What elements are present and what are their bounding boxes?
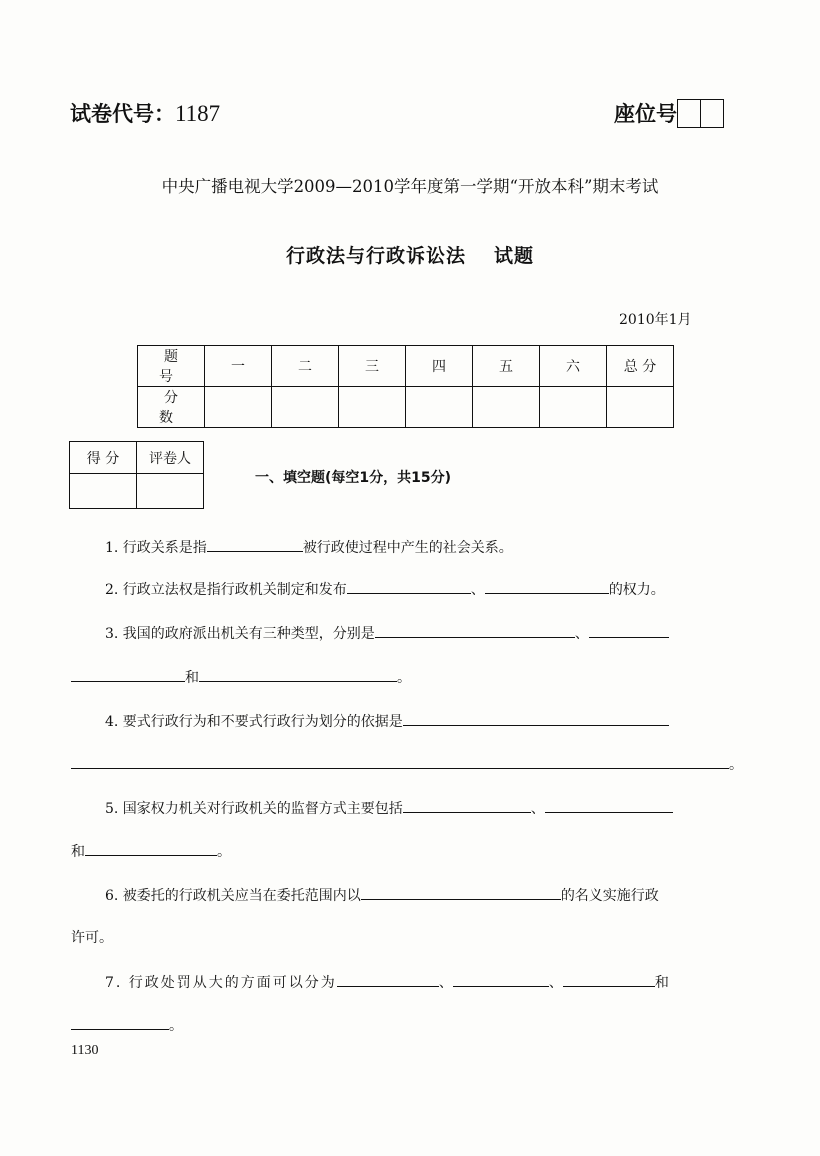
q7-blank-1[interactable] (337, 971, 439, 987)
q3-blank-3[interactable] (199, 666, 397, 682)
question-3 (105, 622, 669, 644)
q5-text-a: 5. 国家权力机关对行政机关的监督方式主要包括 (105, 801, 403, 817)
question-3-cont (71, 666, 411, 688)
q7-blank-2[interactable] (453, 971, 549, 987)
q5-and: 和 (71, 844, 85, 860)
column-3: 三 (339, 346, 406, 387)
score-table-header-row (138, 346, 674, 387)
page-title (0, 241, 820, 268)
question-7 (105, 971, 669, 993)
seat-box-2[interactable] (701, 99, 724, 128)
q7-and: 和 (654, 975, 669, 991)
q7-sep-2: 、 (548, 975, 563, 991)
exam-date: 2010年1月 (619, 312, 692, 328)
question-7-cont (71, 1014, 183, 1036)
q3-blank-2b[interactable] (71, 666, 185, 682)
column-total: 总 分 (607, 346, 674, 387)
q7-sep-1: 、 (438, 975, 453, 991)
q4-text-a: 4. 要式行政行为和不要式行政行为划分的依据是 (105, 714, 403, 730)
q3-sep: 、 (574, 626, 589, 642)
q3-and: 和 (185, 670, 199, 686)
question-1 (105, 536, 513, 558)
score-cell-4[interactable] (406, 387, 473, 428)
q7-blank-4[interactable] (71, 1014, 169, 1030)
q1-blank[interactable] (207, 536, 303, 552)
q1-text-a: 1. 行政关系是指 (105, 540, 207, 556)
score-cell-5[interactable] (473, 387, 540, 428)
question-4 (105, 710, 669, 732)
score-cell-6[interactable] (540, 387, 607, 428)
q3-blank-2[interactable] (589, 622, 669, 638)
score-table (137, 345, 674, 428)
exam-code (70, 98, 220, 128)
exam-code-label: 试卷代号： (70, 102, 175, 126)
question-5-cont (71, 840, 231, 862)
q3-blank-1[interactable] (375, 622, 575, 638)
q5-sep: 、 (530, 801, 545, 817)
q4-blank-2[interactable] (71, 753, 729, 769)
column-4: 四 (406, 346, 473, 387)
grader-table (69, 441, 204, 509)
column-6: 六 (540, 346, 607, 387)
seat-box-1[interactable] (677, 99, 701, 128)
q2-blank-1[interactable] (347, 578, 471, 594)
q5-blank-3[interactable] (85, 840, 217, 856)
q5-end: 。 (217, 844, 231, 860)
column-2: 二 (272, 346, 339, 387)
question-5 (105, 797, 673, 819)
q6-text-b: 的名义实施行政 (560, 888, 659, 904)
grader-score-label: 得 分 (70, 442, 137, 474)
score-cell-3[interactable] (339, 387, 406, 428)
q6-blank[interactable] (361, 884, 561, 900)
column-5: 五 (473, 346, 540, 387)
grader-score-cell[interactable] (70, 474, 137, 509)
q2-text-b: 的权力。 (608, 582, 665, 598)
title-subject: 行政法与行政诉讼法 (285, 245, 466, 267)
q3-end: 。 (397, 670, 411, 686)
question-2 (105, 578, 665, 600)
grader-label: 评卷人 (137, 442, 204, 474)
q7-end: 。 (169, 1018, 183, 1034)
q2-sep: 、 (470, 582, 485, 598)
score-table-score-row (138, 387, 674, 428)
question-6-cont: 许可。 (71, 930, 113, 946)
grader-name-cell[interactable] (137, 474, 204, 509)
title-suffix: 试题 (494, 245, 535, 267)
score-cell-total[interactable] (607, 387, 674, 428)
question-4-cont (71, 753, 743, 775)
exam-code-value: 1187 (175, 101, 221, 126)
question-number-label: 题 号 (138, 346, 205, 387)
q7-text-a: 7. 行政处罚从大的方面可以分为 (105, 975, 337, 991)
q5-blank-1[interactable] (403, 797, 531, 813)
q2-text-a: 2. 行政立法权是指行政机关制定和发布 (105, 582, 347, 598)
score-cell-2[interactable] (272, 387, 339, 428)
q6-text-a: 6. 被委托的行政机关应当在委托范围内以 (105, 888, 361, 904)
q7-blank-3[interactable] (563, 971, 655, 987)
page-number: 1130 (71, 1043, 99, 1058)
q1-text-b: 被行政使过程中产生的社会关系。 (302, 540, 513, 556)
section-title: 一、填空题(每空1分，共15分) (255, 470, 452, 486)
column-1: 一 (205, 346, 272, 387)
q2-blank-2[interactable] (485, 578, 609, 594)
seat-label: 座位号 (614, 102, 677, 126)
q5-blank-2[interactable] (545, 797, 673, 813)
exam-header: 中央广播电视大学2009—2010学年度第一学期“开放本科”期末考试 (161, 177, 659, 196)
seat-number (614, 98, 724, 128)
q3-text-a: 3. 我国的政府派出机关有三种类型，分别是 (105, 626, 375, 642)
q4-end: 。 (729, 757, 743, 773)
q4-blank-1[interactable] (403, 710, 669, 726)
question-6 (105, 884, 659, 906)
score-cell-1[interactable] (205, 387, 272, 428)
score-label: 分 数 (138, 387, 205, 428)
